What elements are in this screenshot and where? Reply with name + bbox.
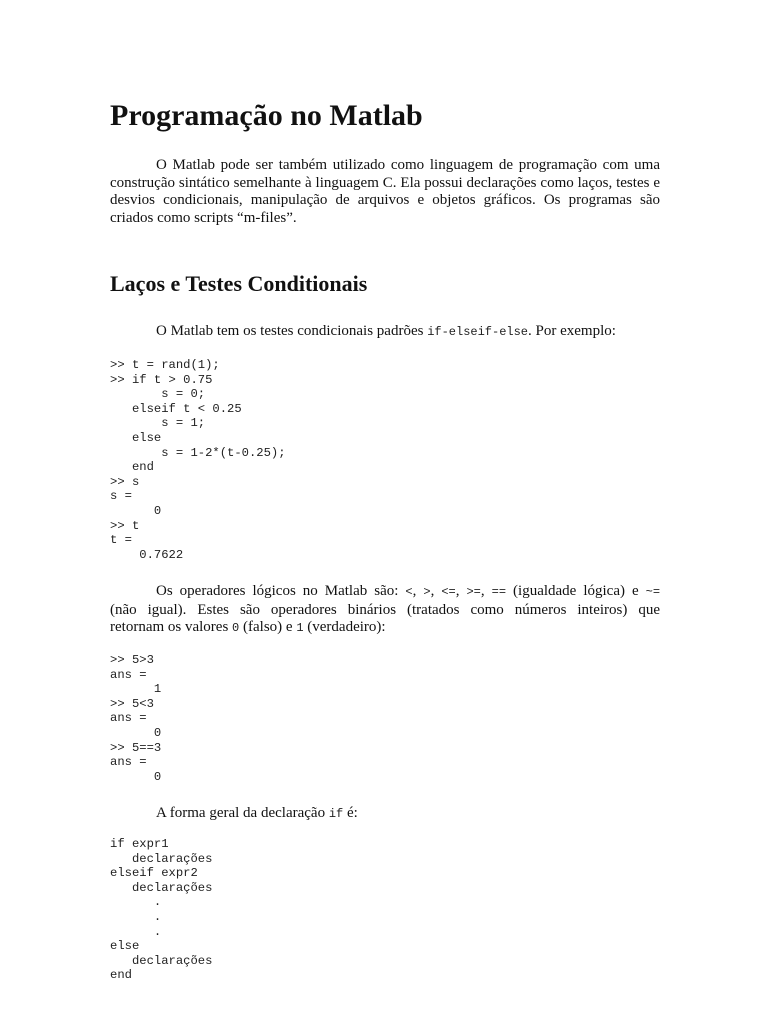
paragraph-text: é: (343, 805, 358, 821)
inline-code: 1 (296, 621, 304, 635)
inline-code: 0 (232, 621, 240, 635)
paragraph-text: (falso) e (239, 619, 297, 635)
code-block-if-syntax: if expr1 declarações elseif expr2 declarações . . . else declarações end (110, 837, 213, 983)
page-title: Programação no Matlab (110, 99, 423, 132)
separator: , (430, 583, 442, 599)
intro-paragraph: O Matlab pode ser também utilizado como linguagem de programação com uma construção sintático semelhante à linguagem C. Ela possui declarações como laços, testes e desvios condicionais, manipulação de arquivos e objetos gráficos. Os programas são criados como scripts “m-files”. (110, 157, 660, 226)
section-heading: Laços e Testes Conditionais (110, 271, 368, 296)
paragraph-text: (igualdade lógica) e (506, 583, 646, 599)
inline-code: <= (441, 585, 456, 599)
code-block-if-example: >> t = rand(1); >> if t > 0.75 s = 0; elseif t < 0.25 s = 1; else s = 1-2*(t-0.25); end >> s s = 0 >> t t = 0.7622 (110, 358, 286, 562)
paragraph-text: (verdadeiro): (303, 619, 386, 635)
separator: , (455, 583, 467, 599)
paragraph-text: O Matlab tem os testes condicionais padrões (156, 323, 428, 339)
inline-code: if (328, 807, 344, 821)
inline-code: ~= (645, 585, 661, 599)
paragraph-text: . Por exemplo: (528, 323, 616, 339)
paragraph-line (110, 583, 660, 602)
inline-code: < (405, 585, 413, 599)
code-block-logical-examples: >> 5>3 ans = 1 >> 5<3 ans = 0 >> 5==3 ans = 0 (110, 653, 162, 784)
paragraph-text: Os operadores lógicos no Matlab são: (156, 583, 406, 599)
logical-operators-paragraph (110, 583, 660, 638)
inline-code: == (491, 585, 507, 599)
if-general-form-paragraph (110, 805, 660, 824)
paragraph-line (110, 619, 660, 638)
paragraph-text: A forma geral da declaração (156, 805, 329, 821)
inline-code: if-elseif-else (427, 325, 529, 339)
inline-code: >= (466, 585, 481, 599)
paragraph-text: retornam os valores (110, 619, 233, 635)
inline-code: > (423, 585, 431, 599)
separator: , (412, 583, 424, 599)
paragraph-line: (não igual). Estes são operadores binários (tratados como números inteiros) que (110, 601, 660, 618)
conditional-intro-paragraph (110, 323, 660, 342)
separator: , (480, 583, 492, 599)
